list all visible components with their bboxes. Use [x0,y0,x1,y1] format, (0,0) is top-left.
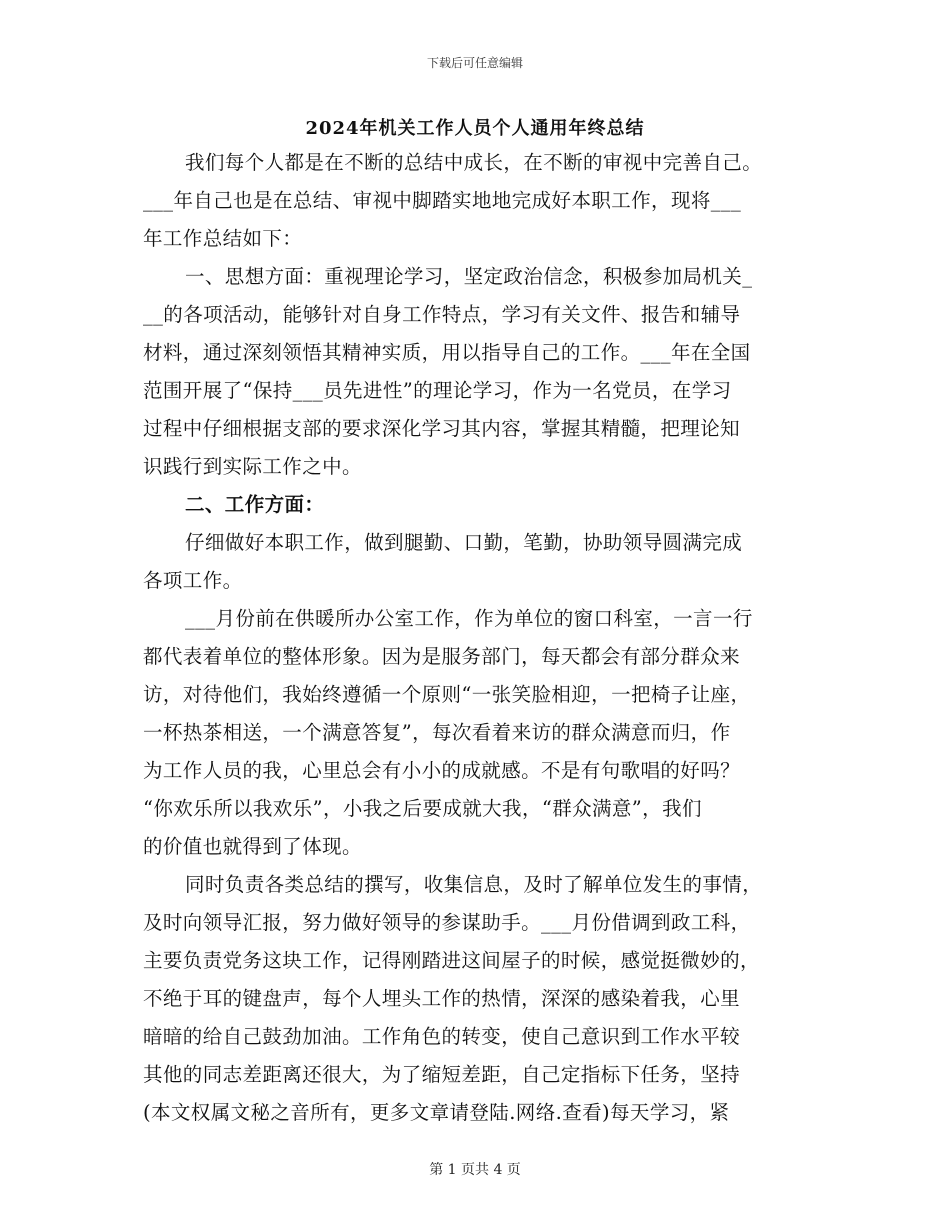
body-line: 及时向领导汇报，努力做好领导的参谋助手。___月份借调到政工科， [143,911,751,934]
body-line: “你欢乐所以我欢乐”，小我之后要成就大我，“群众满意”，我们 [143,797,702,820]
body-line: __的各项活动，能够针对自身工作特点，学习有关文件、报告和辅导 [143,303,741,326]
body-line: 不绝于耳的键盘声，每个人埋头工作的热情，深深的感染着我，心里 [143,987,741,1010]
body-line: 暗暗的给自己鼓劲加油。工作角色的转变，使自己意识到工作水平较 [143,1025,741,1048]
body-line: 为工作人员的我，心里总会有小小的成就感。不是有句歌唱的好吗？ [143,759,741,782]
body-line: 一杯热茶相送，一个满意答复”，每次看着来访的群众满意而归，作 [143,721,731,744]
body-line: ___月份前在供暖所办公室工作，作为单位的窗口科室，一言一行 [185,607,753,630]
body-line: 过程中仔细根据支部的要求深化学习其内容，掌握其精髓，把理论知 [143,417,741,440]
body-line: 主要负责党务这块工作，记得刚踏进这间屋子的时候，感觉挺微妙的， [143,949,760,972]
page-header-note: 下载后可任意编辑 [426,56,523,70]
body-line: 范围开展了“保持___员先进性”的理论学习，作为一名党员，在学习 [143,379,732,402]
body-line: (本文权属文秘之音所有，更多文章请登陆.网络.查看)每天学习，紧 [143,1101,730,1124]
body-line: 识践行到实际工作之中。 [143,455,362,478]
page-number-footer: 第 1 页共 4 页 [429,1162,521,1178]
document-title: 2024年机关工作人员个人通用年终总结 [305,118,645,139]
body-line: 材料，通过深刻领悟其精神实质，用以指导自己的工作。___年在全国 [143,341,751,364]
body-line: ___年自己也是在总结、审视中脚踏实地地完成好本职工作，现将___ [143,189,742,212]
body-line: 年工作总结如下： [143,227,303,250]
body-line: 一、思想方面：重视理论学习，坚定政治信念，积极参加局机关_ [185,265,753,288]
body-line: 我们每个人都是在不断的总结中成长，在不断的审视中完善自己。 [185,151,763,174]
body-line: 各项工作。 [143,569,243,592]
body-line: 同时负责各类总结的撰写，收集信息，及时了解单位发生的事情， [185,873,763,896]
body-line: 访，对待他们，我始终遵循一个原则“一张笑脸相迎，一把椅子让座， [143,683,751,706]
body-line: 的价值也就得到了体现。 [143,835,362,858]
document-body [143,144,813,1132]
body-line: 仔细做好本职工作，做到腿勤、口勤，笔勤，协助领导圆满完成 [185,531,743,554]
section-heading: 二、工作方面： [185,493,325,516]
body-line: 都代表着单位的整体形象。因为是服务部门，每天都会有部分群众来 [143,645,741,668]
body-line: 其他的同志差距离还很大，为了缩短差距，自己定指标下任务，坚持 [143,1063,741,1086]
